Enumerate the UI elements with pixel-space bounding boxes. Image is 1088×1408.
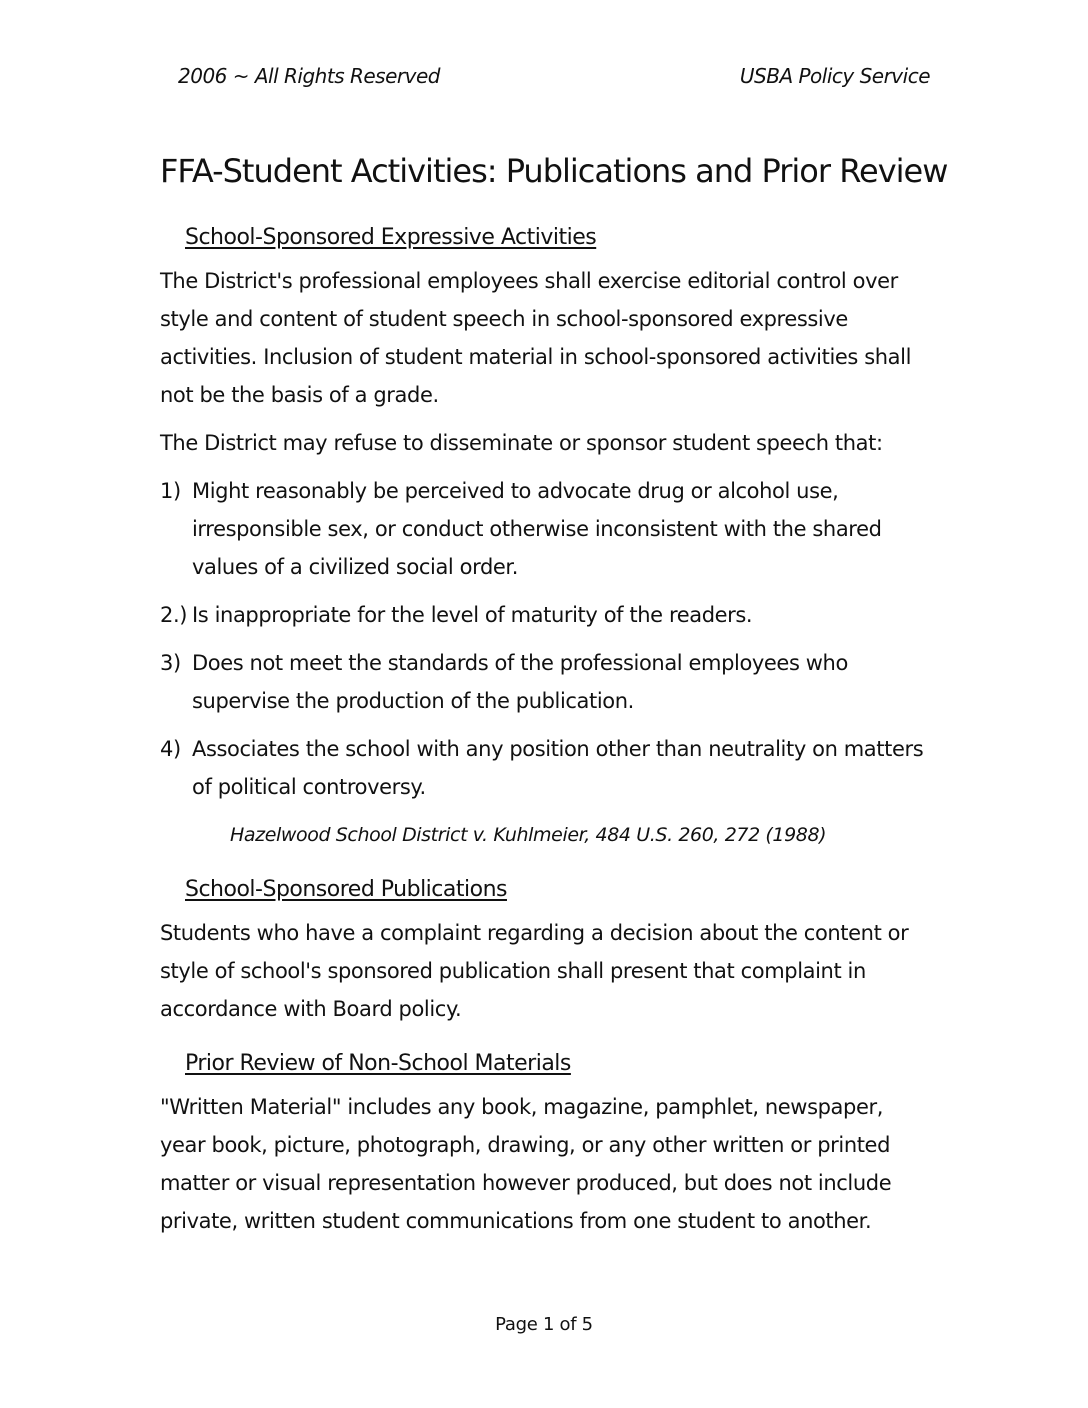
- page-title: FFA-Student Activities: Publications and Prior Review: [160, 152, 948, 190]
- list-item-text: Does not meet the standards of the professional employees who supervise the production of the publication.: [192, 651, 848, 713]
- criteria-list: [160, 472, 930, 806]
- header-publisher: USBA Policy Service: [739, 64, 930, 88]
- section-heading-sponsored-publications: School-Sponsored Publications: [185, 877, 507, 902]
- list-item-number: 3): [160, 651, 181, 675]
- page-number: Page 1 of 5: [495, 1314, 593, 1335]
- legal-citation: Hazelwood School District v. Kuhlmeier, 484 U.S. 260, 272 (1988): [230, 824, 827, 846]
- list-item: [160, 472, 930, 586]
- list-item-text: Associates the school with any position other than neutrality on matters of political controversy.: [192, 737, 924, 799]
- list-item-number: 4): [160, 737, 181, 761]
- paragraph: The District may refuse to disseminate or sponsor student speech that:: [160, 431, 883, 455]
- list-item-number: 2.): [160, 603, 188, 627]
- document-body: [160, 220, 930, 1250]
- list-item: [160, 596, 930, 634]
- section-heading-prior-review: Prior Review of Non-School Materials: [185, 1051, 571, 1076]
- list-item-number: 1): [160, 479, 181, 503]
- paragraph: The District's professional employees shall exercise editorial control over style and content of student speech in school-sponsored expressive activities. Inclusion of student material in school-sponsored activities shall not be the basis of a grade.: [160, 269, 911, 407]
- paragraph: "Written Material" includes any book, magazine, pamphlet, newspaper, year book, picture, photograph, drawing, or any other written or printed matter or visual representation however produced, but does not include private, written student communications from one student to another.: [160, 1095, 892, 1233]
- list-item: [160, 730, 930, 806]
- header-copyright: 2006 ~ All Rights Reserved: [178, 64, 440, 88]
- section-heading-expressive-activities: School-Sponsored Expressive Activities: [185, 225, 597, 250]
- list-item: [160, 644, 930, 720]
- paragraph: Students who have a complaint regarding a decision about the content or style of school's sponsored publication shall present that complaint in accordance with Board policy.: [160, 921, 909, 1021]
- list-item-text: Is inappropriate for the level of maturity of the readers.: [192, 603, 753, 627]
- list-item-text: Might reasonably be perceived to advocate drug or alcohol use, irresponsible sex, or conduct otherwise inconsistent with the shared values of a civilized social order.: [192, 479, 882, 579]
